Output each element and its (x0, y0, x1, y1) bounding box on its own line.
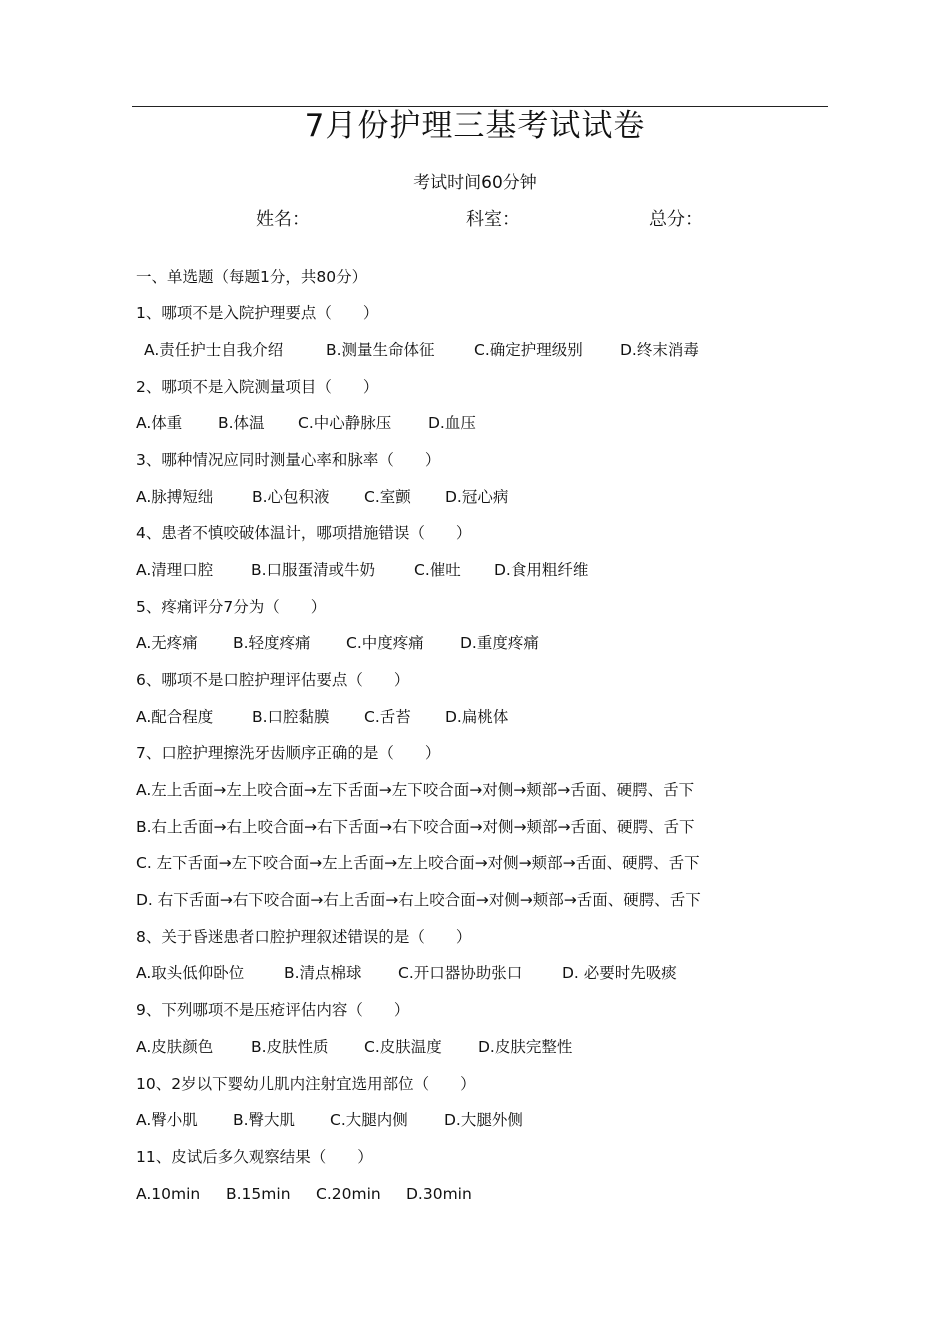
option-a: A.无疼痛 (136, 634, 198, 652)
score-field-label: 总分： (649, 209, 703, 230)
option-d: D.重度疼痛 (460, 634, 539, 652)
option-b: B.臀大肌 (233, 1111, 296, 1129)
option-b: B.右上舌面→右上咬合面→右下舌面→右下咬合面→对侧→颊部→舌面、硬腭、舌下 (136, 818, 695, 836)
option-a: A.臀小肌 (136, 1111, 198, 1129)
option-a: A.10min (136, 1185, 201, 1203)
option-d: D. 右下舌面→右下咬合面→右上舌面→右上咬合面→对侧→颊部→舌面、硬腭、舌下 (136, 891, 701, 909)
option-b: B.皮肤性质 (251, 1038, 329, 1056)
question-8: 8、关于昏迷患者口腔护理叙述错误的是（ ） (136, 928, 472, 946)
option-b: B.体温 (218, 414, 265, 432)
option-a: A.皮肤颜色 (136, 1038, 214, 1056)
option-d: D.血压 (428, 414, 476, 432)
option-c: C. 左下舌面→左下咬合面→左上舌面→左上咬合面→对侧→颊部→舌面、硬腭、舌下 (136, 854, 700, 872)
option-c: C.20min (316, 1185, 381, 1203)
option-d: D.大腿外侧 (444, 1111, 523, 1129)
option-c: C.中心静脉压 (298, 414, 392, 432)
option-a: A.体重 (136, 414, 183, 432)
option-d: D.冠心病 (445, 488, 509, 506)
option-a: A.脉搏短绌 (136, 488, 214, 506)
option-a: A.配合程度 (136, 708, 214, 726)
option-b: B.口服蛋清或牛奶 (251, 561, 376, 579)
option-d: D.终末消毒 (620, 341, 699, 359)
question-3: 3、哪种情况应同时测量心率和脉率（ ） (136, 451, 441, 469)
option-c: C.开口器协助张口 (398, 964, 523, 982)
option-b: B.轻度疼痛 (233, 634, 311, 652)
option-a: A.左上舌面→左上咬合面→左下舌面→左下咬合面→对侧→颊部→舌面、硬腭、舌下 (136, 781, 695, 799)
option-c: C.舌苔 (364, 708, 411, 726)
section-heading: 一、单选题（每题1分，共80分） (136, 268, 368, 286)
option-a: A.责任护士自我介绍 (144, 341, 284, 359)
question-4: 4、患者不慎咬破体温计，哪项措施错误（ ） (136, 524, 472, 542)
option-a: A.取头低仰卧位 (136, 964, 245, 982)
option-d: D. 必要时先吸痰 (562, 964, 677, 982)
question-7: 7、口腔护理擦洗牙齿顺序正确的是（ ） (136, 744, 441, 762)
option-c: C.室颤 (364, 488, 411, 506)
option-b: B.清点棉球 (284, 964, 362, 982)
option-b: B.测量生命体征 (326, 341, 435, 359)
question-2: 2、哪项不是入院测量项目（ ） (136, 378, 379, 396)
question-6: 6、哪项不是口腔护理评估要点（ ） (136, 671, 410, 689)
exam-time: 考试时间60分钟 (413, 173, 537, 193)
option-d: D.扁桃体 (445, 708, 509, 726)
question-5: 5、疼痛评分7分为（ ） (136, 598, 327, 616)
option-c: C.皮肤温度 (364, 1038, 442, 1056)
question-11: 11、皮试后多久观察结果（ ） (136, 1148, 373, 1166)
dept-field-label: 科室： (466, 209, 520, 230)
question-9: 9、下列哪项不是压疮评估内容（ ） (136, 1001, 410, 1019)
option-d: D.皮肤完整性 (478, 1038, 573, 1056)
option-c: C.中度疼痛 (346, 634, 424, 652)
page-title: 7月份护理三基考试试卷 (304, 108, 646, 144)
option-d: D.30min (406, 1185, 472, 1203)
option-a: A.清理口腔 (136, 561, 214, 579)
option-b: B.15min (226, 1185, 291, 1203)
option-b: B.心包积液 (252, 488, 330, 506)
question-10: 10、2岁以下婴幼儿肌内注射宜选用部位（ ） (136, 1075, 476, 1093)
option-c: C.催吐 (414, 561, 461, 579)
question-1: 1、哪项不是入院护理要点（ ） (136, 304, 379, 322)
option-c: C.大腿内侧 (330, 1111, 408, 1129)
option-d: D.食用粗纤维 (494, 561, 589, 579)
option-c: C.确定护理级别 (474, 341, 583, 359)
option-b: B.口腔黏膜 (252, 708, 330, 726)
name-field-label: 姓名： (256, 209, 310, 230)
